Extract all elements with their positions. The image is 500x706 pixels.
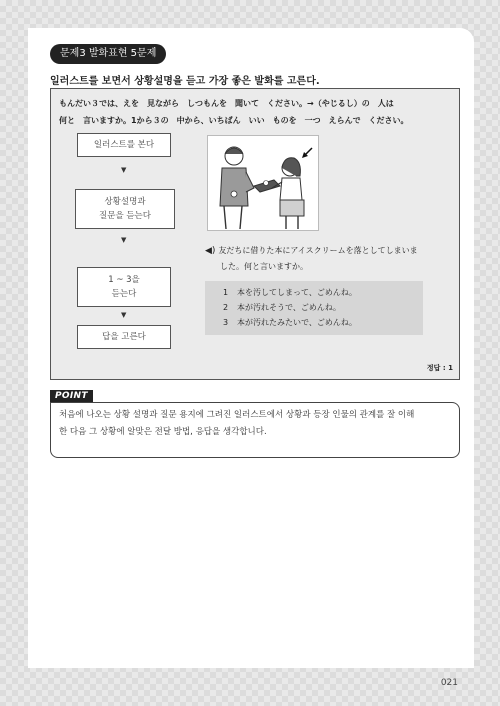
flow-arrow-down-icon: ▼: [121, 236, 127, 244]
flow-arrow-down-icon: ▼: [121, 311, 127, 319]
point-line-1: 처음에 나오는 상황 설명과 질문 용지에 그려진 일러스트에서 상황과 등장 인물의 관계를 잘 이해: [59, 410, 415, 420]
answer-option: 2 本が汚れそうで、ごめんね。: [223, 303, 341, 312]
audio-line-1: 友だちに借りた本にアイスクリームを落としてしまいま: [218, 246, 418, 255]
scene-illustration: [207, 135, 319, 231]
flow-step-choose-answer: 답을 고른다: [77, 325, 171, 349]
two-students-illustration: [208, 136, 318, 230]
point-box: [50, 402, 460, 458]
question-line-1: もんだい３では、えを 見ながら しつもんを 聞いて ください。→（やじるし）の 人は: [59, 99, 394, 108]
answer-option: 1 本を汚してしまって、ごめんね。: [223, 288, 357, 297]
document-page: [28, 28, 474, 688]
answer-option: 3 本が汚れたみたいで、ごめんね。: [223, 318, 357, 327]
section-tab: 문제3 발화표현 5문제: [50, 44, 166, 64]
flow-step-view-illustration: 일러스트를 본다: [77, 133, 171, 157]
audio-line-2: した。何と言いますか。: [220, 262, 308, 271]
audio-situation-text: [205, 243, 455, 275]
flow-arrow-down-icon: ▼: [121, 166, 127, 174]
point-line-2: 한 다음 그 상황에 알맞은 전달 방법, 응답을 생각합니다.: [59, 427, 267, 437]
question-line-2: 何と 言いますか。1から３の 中から、いちばん いい ものを 一つ えらんで ください。: [59, 116, 409, 125]
question-text: [59, 95, 455, 129]
speaker-icon: ◀): [205, 246, 216, 256]
flow-step-listen-options: 1 ~ 3을 듣는다: [77, 267, 171, 307]
answer-label: 정답 : 1: [426, 364, 453, 372]
flow-step-listen-situation: 상황설명과 질문을 듣는다: [75, 189, 175, 229]
page-number: 021: [440, 678, 458, 688]
instruction-text: 일러스트를 보면서 상황설명을 듣고 가장 좋은 발화를 고른다.: [50, 76, 320, 87]
example-box: [50, 88, 460, 380]
answer-options: [205, 281, 423, 335]
point-label: POINT: [50, 390, 93, 403]
